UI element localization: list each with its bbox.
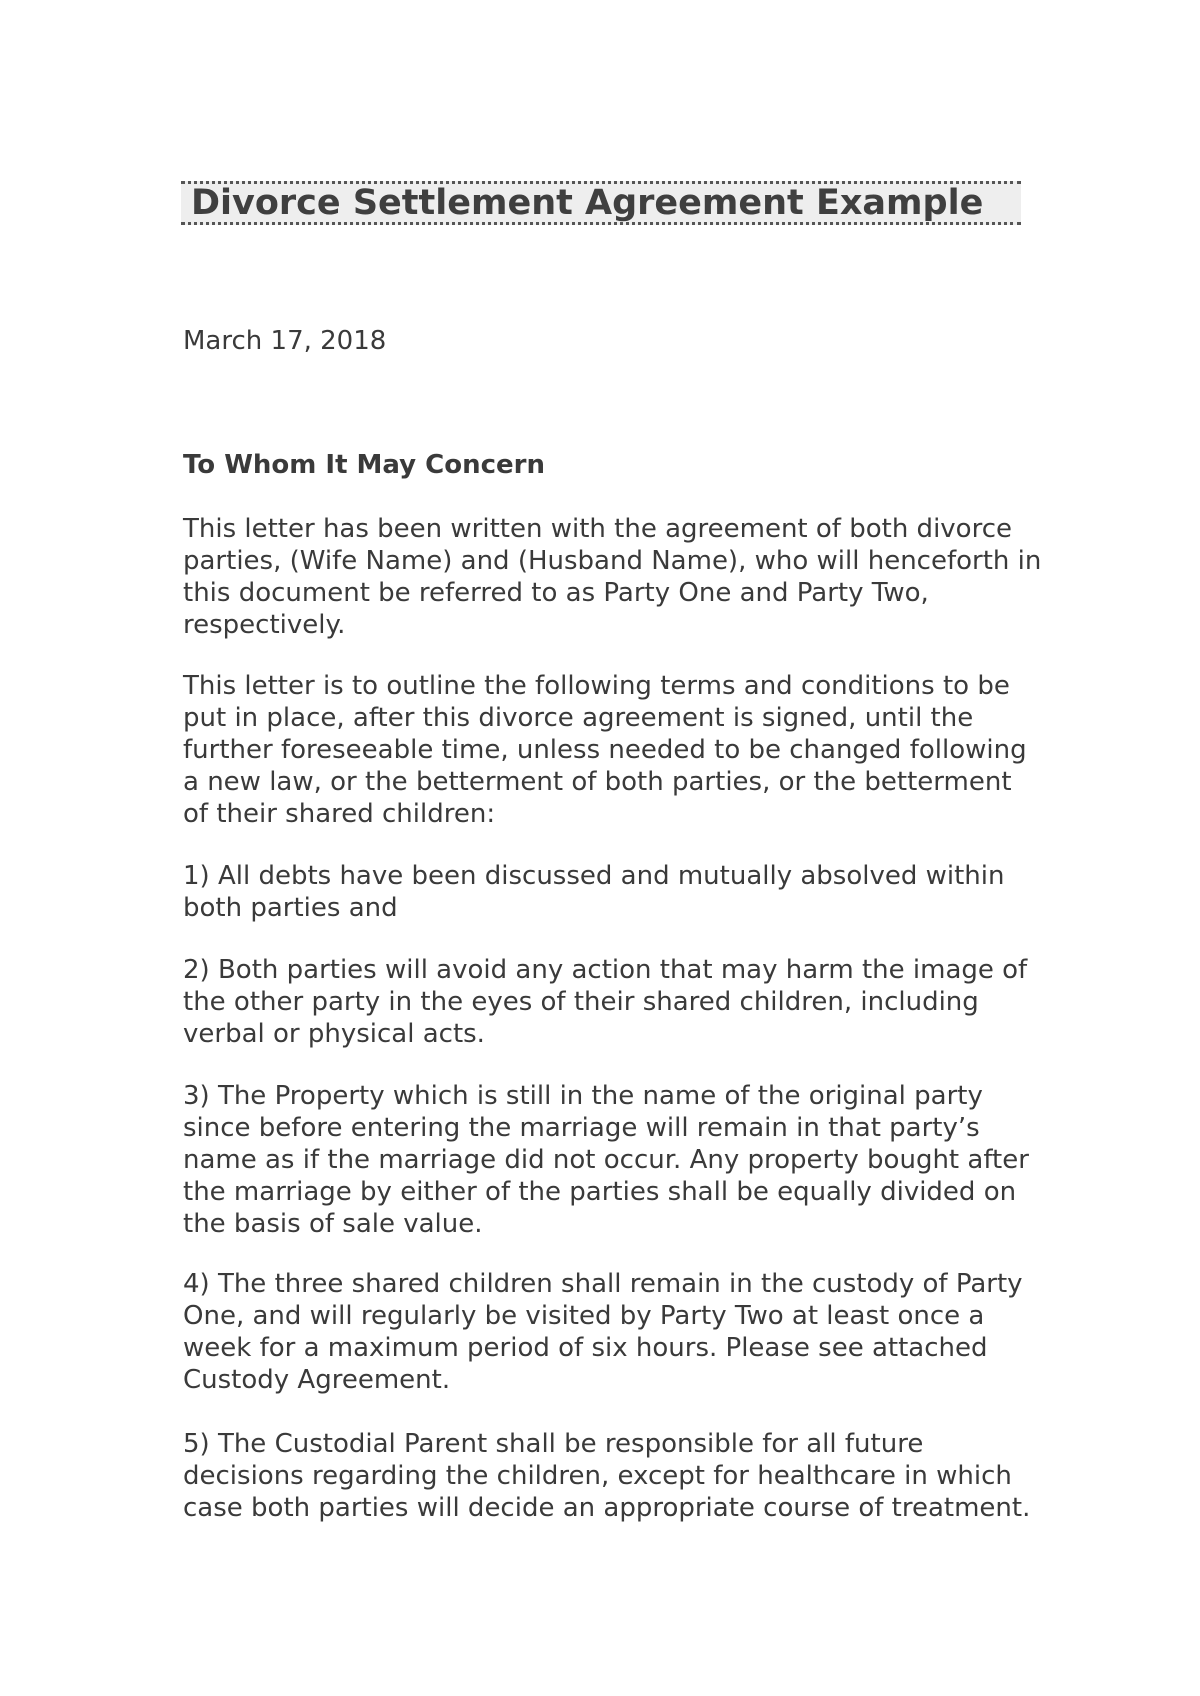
purpose-paragraph: This letter is to outline the following terms and conditions to be put in place, after this divorce agreement is signed, until the further foreseeable time, unless needed to be changed following a new law, or the betterment of both parties, or the betterment of their shared children: [183,671,1027,829]
intro-paragraph: This letter has been written with the agreement of both divorce parties, (Wife Name) and (Husband Name), who will henceforth in this document be referred to as Party One and Party Two, respectively. [183,514,1042,640]
term-custody: 4) The three shared children shall remain in the custody of Party One, and will regularly be visited by Party Two at least once a week for a maximum period of six hours. Please see attached Custody Agreement. [183,1269,1023,1395]
term-debts: 1) All debts have been discussed and mutually absolved within both parties and [183,861,1005,923]
term-conduct: 2) Both parties will avoid any action that may harm the image of the other party in the eyes of their shared children, including verbal or physical acts. [183,955,1028,1049]
term-property: 3) The Property which is still in the name of the original party since before entering the marriage will remain in that party’s name as if the marriage did not occur. Any property bought after the marriage by either of the parties shall be equally divided on the basis of sale value. [183,1081,1029,1239]
document-title: Divorce Settlement Agreement Example [181,181,1021,225]
salutation: To Whom It May Concern [183,450,545,480]
term-decisions: 5) The Custodial Parent shall be responsible for all future decisions regarding the children, except for healthcare in which case both parties will decide an appropriate course of treatment. [183,1429,1031,1523]
letter-date: March 17, 2018 [183,326,387,356]
